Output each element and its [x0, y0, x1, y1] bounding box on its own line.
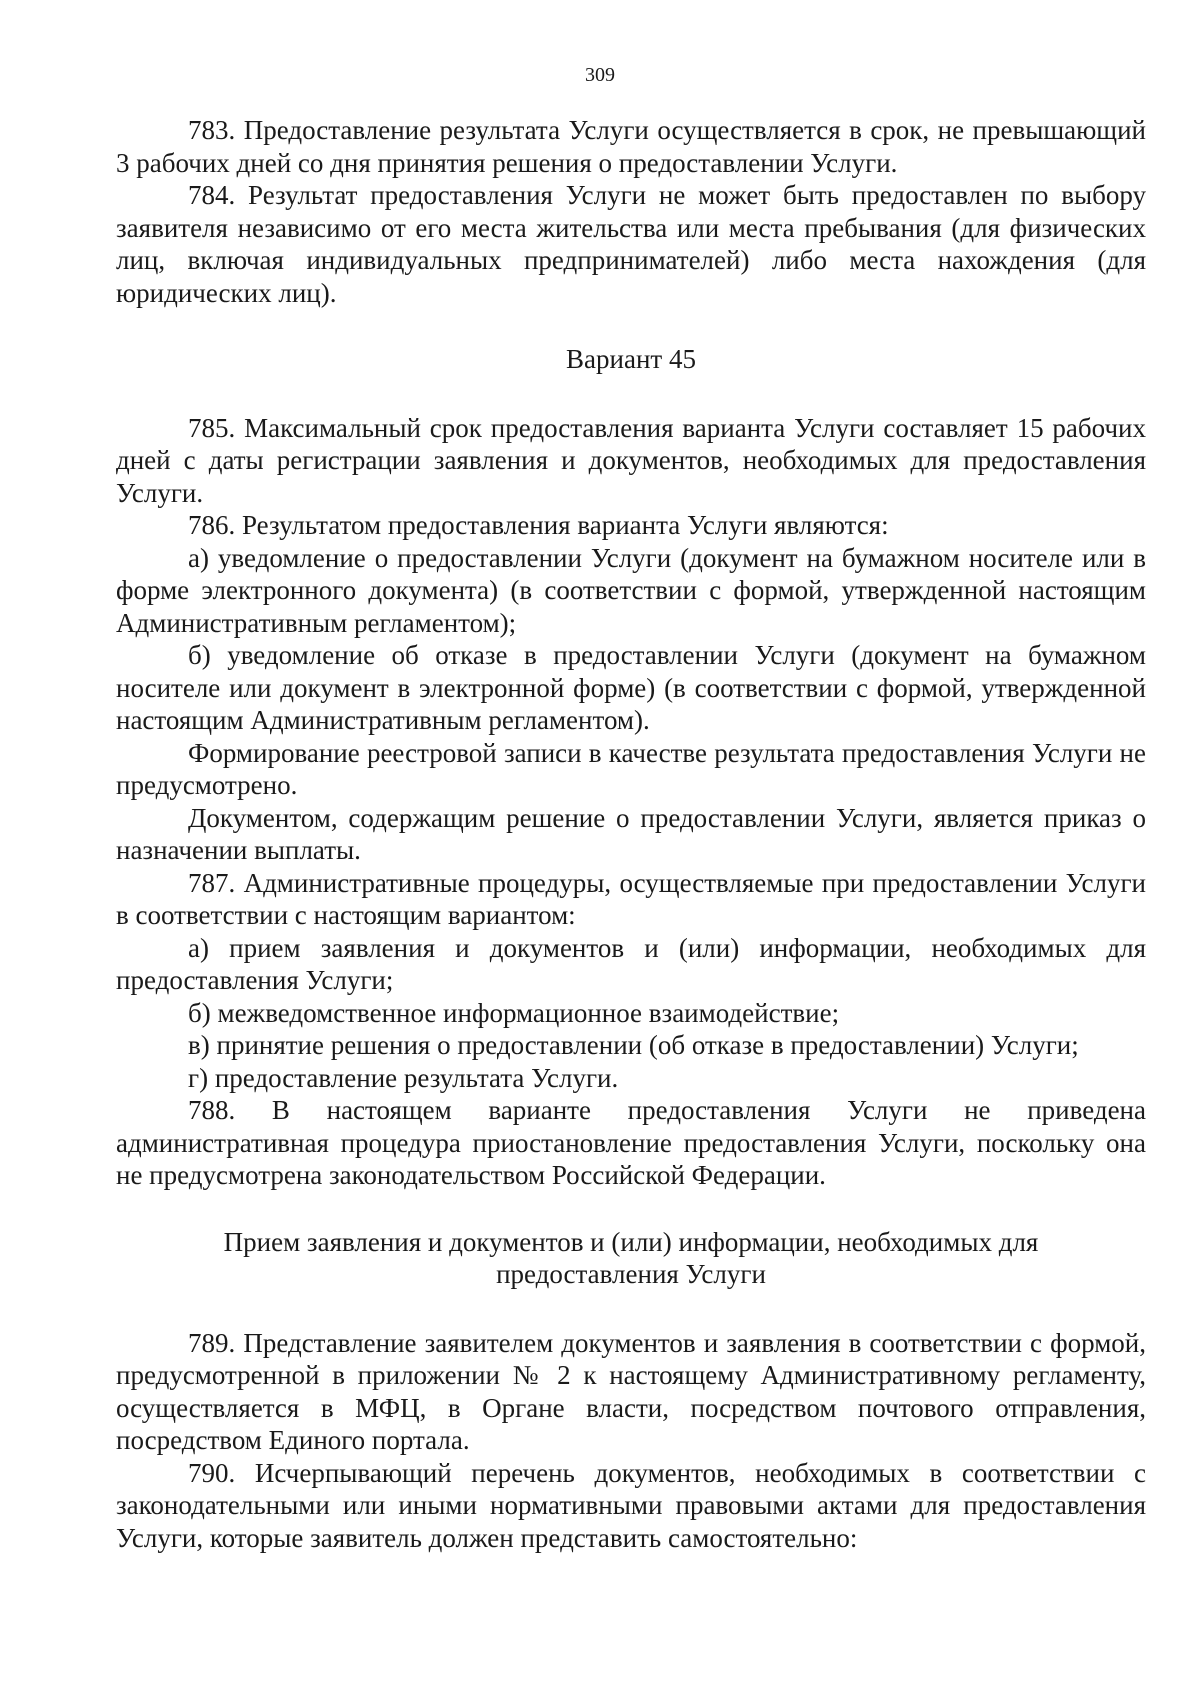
variant-heading: Вариант 45 — [566, 344, 696, 374]
paragraph-786: 786. Результатом предоставления варианта Услуги являются: — [188, 510, 889, 540]
paragraph-788: 788. В настоящем варианте предоставления Услуги не приведена административная процедура приостановление предоставления Услуги, поскольку она не предусмотрена законодательством Российской Федерации. — [116, 1095, 1146, 1190]
page-number: 309 — [585, 64, 615, 86]
list-item-787-g: г) предоставление результата Услуги. — [188, 1062, 619, 1093]
paragraph-decision-document: Документом, содержащим решение о предоставлении Услуги, является приказ о назначении выплаты. — [116, 802, 1146, 865]
paragraph-784: 784. Результат предоставления Услуги не может быть предоставлен по выбору заявителя независимо от его места жительства или места пребывания (для физических лиц, включая индивидуальных предпринимателей) либо места нахождения (для юридических лиц). — [116, 180, 1146, 308]
paragraph-790: 790. Исчерпывающий перечень документов, необходимых в соответствии с законодательными или иными нормативными правовыми актами для предоставления Услуги, которые заявитель должен представить самостоятельно: — [116, 1457, 1146, 1553]
paragraph-787: 787. Административные процедуры, осуществляемые при предоставлении Услуги в соответствии с настоящим вариантом: — [116, 867, 1146, 930]
list-item-787-v: в) принятие решения о предоставлении (об отказе в предоставлении) Услуги; — [188, 1030, 1079, 1060]
list-item-786-a: а) уведомление о предоставлении Услуги (документ на бумажном носителе или в форме электронного документа) (в соответствии с формой, утвержденной настоящим Административным регламентом); — [116, 542, 1146, 638]
document-body — [116, 114, 1146, 1554]
section-heading: Прием заявления и документов и (или) информации, необходимых для предоставления Услуги — [223, 1226, 1039, 1289]
paragraph-783: 783. Предоставление результата Услуги осуществляется в срок, не превышающий 3 рабочих дней со дня принятия решения о предоставлении Услуги. — [116, 115, 1146, 178]
paragraph-789: 789. Представление заявителем документов и заявления в соответствии с формой, предусмотренной в приложении № 2 к настоящему Административному регламенту, осуществляется в МФЦ, в Органе власти, посредством почтового отправления, посредством Единого портала. — [116, 1327, 1146, 1455]
paragraph-registry-record: Формирование реестровой записи в качестве результата предоставления Услуги не предусмотрено. — [116, 737, 1146, 800]
list-item-787-b: б) межведомственное информационное взаимодействие; — [188, 997, 840, 1028]
paragraph-785: 785. Максимальный срок предоставления варианта Услуги составляет 15 рабочих дней с даты регистрации заявления и документов, необходимых для предоставления Услуги. — [116, 412, 1146, 508]
list-item-786-b: б) уведомление об отказе в предоставлении Услуги (документ на бумажном носителе или документ в электронной форме) (в соответствии с формой, утвержденной настоящим Административным регламентом). — [116, 640, 1146, 735]
list-item-787-a: а) прием заявления и документов и (или) информации, необходимых для предоставления Услуги; — [116, 932, 1146, 995]
